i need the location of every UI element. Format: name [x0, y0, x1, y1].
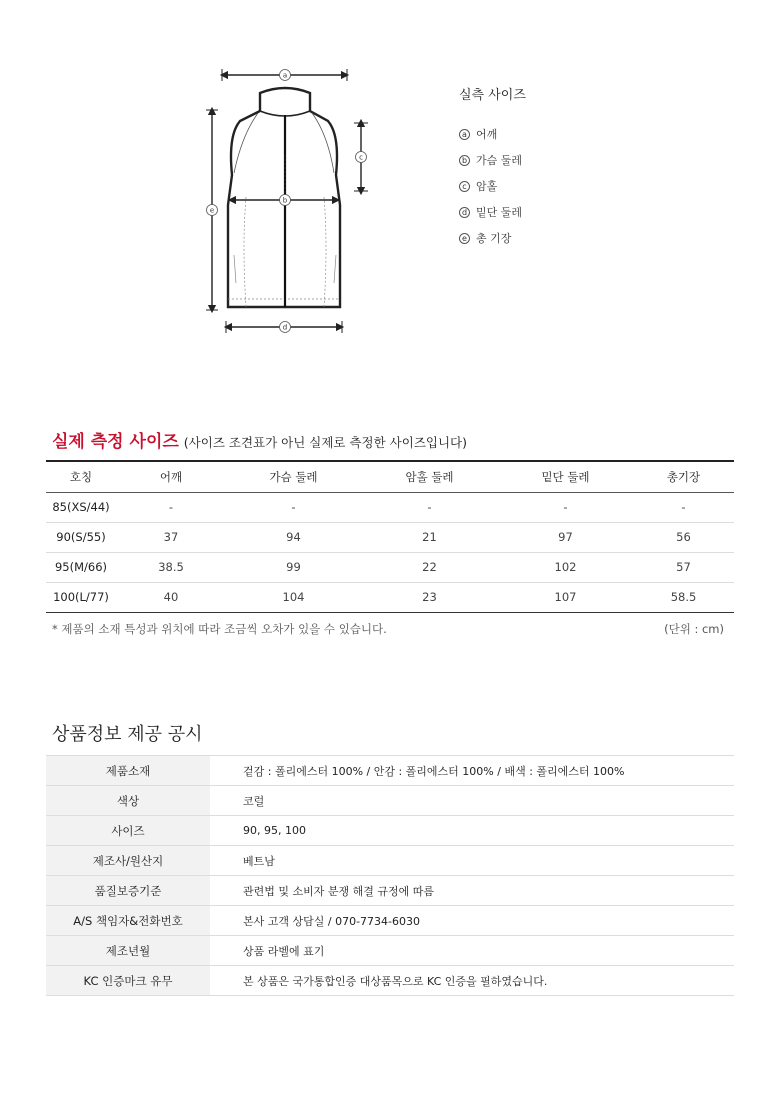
table-row	[46, 522, 734, 552]
table-cell: -	[116, 492, 226, 522]
size-section-title: 실제 측정 사이즈	[52, 432, 179, 452]
marker-icon: b	[459, 155, 470, 166]
legend-title: 실측 사이즈	[459, 88, 526, 103]
table-cell: 21	[361, 522, 498, 552]
info-value: 본 상품은 국가통합인증 대상품목으로 KC 인증을 필하였습니다.	[210, 966, 734, 996]
table-cell: 102	[498, 552, 633, 582]
info-label: KC 인증마크 유무	[46, 966, 210, 996]
table-cell: 97	[498, 522, 633, 552]
info-label: A/S 책임자&전화번호	[46, 906, 210, 936]
table-cell: -	[226, 492, 361, 522]
info-label: 품질보증기준	[46, 876, 210, 906]
legend-item	[459, 173, 526, 199]
table-cell: 95(M/66)	[46, 552, 116, 582]
legend-label: 밑단 둘레	[476, 206, 523, 219]
column-header: 가슴 둘레	[226, 461, 361, 492]
size-section-header	[52, 427, 467, 452]
info-label: 제조년월	[46, 936, 210, 966]
marker-icon: e	[459, 233, 470, 244]
info-value: 코럴	[210, 786, 734, 816]
info-row	[46, 906, 734, 936]
svg-text:d: d	[282, 323, 288, 332]
size-table	[46, 460, 734, 613]
legend-item	[459, 121, 526, 147]
unit-label: (단위 : cm)	[664, 622, 724, 636]
info-value: 관련법 및 소비자 분쟁 해결 규정에 따름	[210, 876, 734, 906]
legend-label: 총 기장	[476, 232, 512, 245]
info-value: 겉감 : 폴리에스터 100% / 안감 : 폴리에스터 100% / 배색 : 폴리에스터 100%	[210, 756, 734, 786]
column-header: 밑단 둘레	[498, 461, 633, 492]
table-cell: 58.5	[633, 582, 734, 612]
table-cell: 37	[116, 522, 226, 552]
info-section-title: 상품정보 제공 공시	[52, 724, 203, 745]
marker-icon: d	[459, 207, 470, 218]
table-row	[46, 552, 734, 582]
info-row	[46, 966, 734, 996]
vest-illustration	[190, 55, 380, 345]
table-cell: 38.5	[116, 552, 226, 582]
legend-item	[459, 147, 526, 173]
legend-label: 어깨	[476, 128, 498, 141]
column-header: 호칭	[46, 461, 116, 492]
table-cell: 57	[633, 552, 734, 582]
column-header: 어깨	[116, 461, 226, 492]
size-section-subtitle: (사이즈 조견표가 아닌 실제로 측정한 사이즈입니다)	[183, 435, 467, 450]
svg-text:c: c	[359, 153, 363, 162]
column-header: 암홀 둘레	[361, 461, 498, 492]
table-cell: 56	[633, 522, 734, 552]
info-value: 베트남	[210, 846, 734, 876]
info-row	[46, 846, 734, 876]
table-cell: 90(S/55)	[46, 522, 116, 552]
info-value: 상품 라벨에 표기	[210, 936, 734, 966]
info-row	[46, 816, 734, 846]
info-value: 본사 고객 상담실 / 070-7734-6030	[210, 906, 734, 936]
size-table-header-row	[46, 461, 734, 492]
measurement-legend	[459, 84, 526, 251]
svg-text:b: b	[282, 196, 288, 205]
table-cell: 23	[361, 582, 498, 612]
svg-text:e: e	[209, 206, 215, 215]
table-cell: 104	[226, 582, 361, 612]
marker-icon: a	[459, 129, 470, 140]
column-header: 총기장	[633, 461, 734, 492]
info-row	[46, 936, 734, 966]
marker-icon: c	[459, 181, 470, 192]
table-cell: 100(L/77)	[46, 582, 116, 612]
legend-label: 가슴 둘레	[476, 154, 523, 167]
svg-text:a: a	[282, 71, 288, 80]
table-cell: 107	[498, 582, 633, 612]
legend-item	[459, 225, 526, 251]
info-label: 제품소재	[46, 756, 210, 786]
table-cell: 40	[116, 582, 226, 612]
legend-item	[459, 199, 526, 225]
info-label: 색상	[46, 786, 210, 816]
product-info-table	[46, 755, 734, 996]
table-cell: -	[498, 492, 633, 522]
table-cell: 85(XS/44)	[46, 492, 116, 522]
info-row	[46, 756, 734, 786]
info-value: 90, 95, 100	[210, 816, 734, 846]
measurement-note: * 제품의 소재 특성과 위치에 따라 조금씩 오차가 있을 수 있습니다.	[52, 622, 387, 636]
info-label: 제조사/원산지	[46, 846, 210, 876]
table-cell: -	[633, 492, 734, 522]
info-row	[46, 876, 734, 906]
table-row	[46, 492, 734, 522]
info-row	[46, 786, 734, 816]
table-cell: -	[361, 492, 498, 522]
vest-measurement-diagram	[190, 55, 380, 345]
table-row	[46, 582, 734, 612]
table-cell: 94	[226, 522, 361, 552]
legend-label: 암홀	[476, 180, 498, 193]
table-cell: 99	[226, 552, 361, 582]
table-cell: 22	[361, 552, 498, 582]
info-label: 사이즈	[46, 816, 210, 846]
